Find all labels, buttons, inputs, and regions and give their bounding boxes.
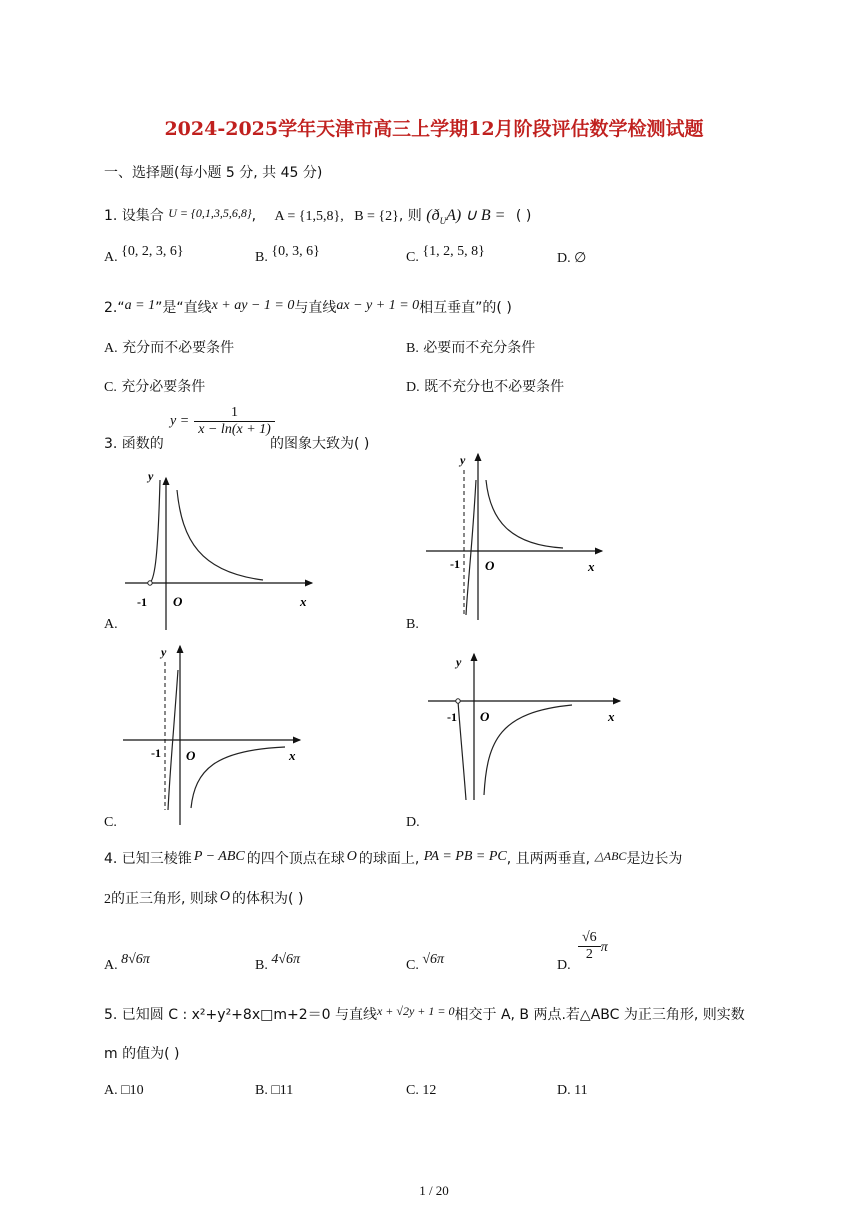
curve-right — [486, 480, 563, 548]
q4-option-d-label: D. — [557, 958, 571, 973]
option-value: 既不充分也不必要条件 — [424, 379, 565, 395]
q1-expr-sub: U — [439, 216, 447, 227]
option-value: 充分必要条件 — [121, 379, 206, 395]
section-heading: 一、选择题(每小题 5 分, 共 45 分) — [104, 165, 323, 181]
q1-stem — [104, 205, 531, 226]
q4-text: , 且两两垂直, — [506, 851, 591, 867]
option-value: {0, 3, 6} — [271, 244, 320, 259]
q1-set-a: A = {1,5,8}, — [274, 209, 344, 224]
graph-c — [115, 640, 315, 830]
option-value: ∅ — [574, 251, 587, 266]
q2-option-c — [104, 376, 205, 396]
q4-sphere-o: O — [346, 849, 357, 864]
q4-stem-line2 — [104, 888, 303, 908]
minus-one-label: -1 — [447, 710, 457, 724]
q4-text: 的球面上, — [358, 851, 420, 867]
q4-option-b — [255, 952, 301, 974]
q3-denominator: x − ln(x + 1) — [198, 422, 271, 437]
option-value: 11 — [574, 1083, 588, 1098]
q3-function — [170, 405, 275, 438]
option-label: D. — [557, 251, 571, 266]
option-value: {0, 2, 3, 6} — [121, 244, 184, 259]
option-value: 必要而不充分条件 — [423, 340, 536, 356]
q4-text: 的四个顶点在球 — [246, 851, 345, 867]
q1-then: , 则 — [398, 208, 422, 224]
q5-text: 5. 已知圆 C : x²+y²+8x□m+2＝0 与直线 — [104, 1007, 377, 1023]
q1-set-u: U = {0,1,3,5,6,8} — [168, 206, 252, 220]
q3-y-eq: y = — [170, 413, 190, 429]
option-value: □11 — [271, 1083, 294, 1098]
q3-stem-suffix: 的图象大致为( ) — [270, 436, 370, 452]
option-value: {1, 2, 5, 8} — [422, 244, 485, 259]
curve-left — [458, 701, 466, 800]
curve-left — [466, 480, 476, 615]
q1-blank: ( ) — [515, 208, 532, 224]
option-label: B. — [406, 341, 419, 356]
q4-option-d-value — [578, 930, 608, 963]
graph-b — [420, 450, 610, 630]
option-value: 4√6π — [271, 952, 301, 967]
q4-option-c — [406, 952, 445, 974]
q4-d-fraction — [578, 930, 601, 963]
q1-sep: , — [251, 208, 257, 224]
q2-stem — [104, 297, 512, 317]
q2-text-2: ”是“直线 — [155, 300, 212, 316]
q3-numerator: 1 — [194, 405, 275, 422]
option-label: A. — [104, 250, 118, 265]
option-label: D. — [557, 1083, 571, 1098]
option-label: B. — [255, 1083, 268, 1098]
curve-right — [484, 705, 572, 795]
q2-option-b — [406, 337, 535, 357]
option-label: B. — [255, 958, 268, 973]
q1-set-b: B = {2} — [354, 209, 399, 224]
option-value: □10 — [121, 1083, 144, 1098]
q2-text-1: 2.“ — [104, 300, 125, 316]
graph-a-label: A. — [104, 617, 118, 632]
minus-one-label: -1 — [450, 557, 460, 571]
q4-side-length: 2 — [104, 892, 111, 907]
x-label: x — [300, 594, 307, 609]
page-number: 1 / 20 — [419, 1183, 449, 1198]
y-label: y — [456, 655, 462, 669]
option-value: √6π — [422, 952, 445, 967]
q2-text-3: 与直线 — [294, 300, 337, 316]
q5-option-d — [557, 1083, 588, 1099]
option-label: C. — [406, 1083, 419, 1098]
origin-label: O — [186, 748, 196, 763]
q4-equation: PA = PB = PC — [423, 849, 507, 864]
q4-triangle: △ABC — [594, 849, 627, 863]
option-label: B. — [255, 250, 268, 265]
q1-expr-a: (ð — [426, 207, 440, 224]
q4-option-a — [104, 952, 150, 974]
q5-stem-line2: m 的值为( ) — [104, 1046, 180, 1062]
option-value: 12 — [422, 1083, 437, 1098]
y-label: y — [148, 469, 154, 483]
open-point — [148, 581, 152, 585]
q3-stem-prefix: 3. 函数的 — [104, 436, 164, 452]
q4-d-numerator: √6 — [578, 930, 601, 947]
q4-d-denominator: 2 — [585, 947, 593, 962]
y-label: y — [460, 453, 466, 467]
q5-option-b — [255, 1083, 293, 1099]
q1-option-b — [255, 244, 320, 266]
graph-c-label: C. — [104, 815, 117, 830]
option-value: 充分而不必要条件 — [122, 340, 235, 356]
q1-expression — [426, 207, 506, 227]
option-label: C. — [406, 958, 419, 973]
minus-one-label: -1 — [151, 746, 161, 760]
page-title: 2024-2025学年天津市高三上学期12月阶段评估数学检测试题 — [164, 118, 704, 140]
y-label: y — [161, 645, 167, 659]
q4-text: 的体积为( ) — [232, 891, 304, 907]
q5-stem-line1 — [104, 1004, 745, 1024]
q4-text: 的正三角形, 则球 — [111, 891, 218, 907]
graph-a — [100, 460, 320, 640]
origin-label: O — [480, 709, 490, 724]
x-label: x — [588, 559, 595, 574]
q1-expr-b: A) ∪ B = — [446, 207, 506, 224]
q4-stem-line1 — [104, 848, 682, 868]
graph-b-label: B. — [406, 617, 419, 632]
x-label: x — [289, 748, 296, 763]
graph-d-label: D. — [406, 815, 420, 830]
q2-option-a — [104, 337, 234, 357]
option-label: A. — [104, 341, 118, 356]
option-label: A. — [104, 1083, 118, 1098]
q5-line: x + √2y + 1 = 0 — [376, 1004, 455, 1018]
q4-text: 4. 已知三棱锥 — [104, 851, 192, 867]
origin-label: O — [173, 594, 183, 609]
minus-one-label: -1 — [137, 595, 147, 609]
q3-fraction — [194, 405, 275, 438]
q4-text: 是边长为 — [626, 851, 683, 867]
q1-option-a — [104, 244, 184, 266]
q5-option-c — [406, 1083, 436, 1099]
option-label: C. — [104, 380, 117, 395]
open-point — [456, 699, 460, 703]
q2-option-d — [406, 376, 564, 396]
curve-right — [191, 747, 285, 808]
curve-left — [150, 480, 160, 583]
option-label: D. — [406, 380, 420, 395]
q1-prefix: 1. 设集合 — [104, 208, 164, 224]
option-label: A. — [104, 958, 118, 973]
q2-line-2: ax − y + 1 = 0 — [336, 298, 420, 313]
option-value: 8√6π — [121, 952, 150, 967]
x-label: x — [608, 709, 615, 724]
q1-option-d — [557, 250, 586, 267]
q4-pyramid: P − ABC — [193, 849, 245, 864]
q2-line-1: x + ay − 1 = 0 — [211, 298, 295, 313]
origin-label: O — [485, 558, 495, 573]
q1-option-c — [406, 244, 485, 266]
option-label: C. — [406, 250, 419, 265]
graph-d — [420, 650, 630, 810]
q4-sphere-o: O — [219, 889, 231, 904]
q2-condition: a = 1 — [124, 298, 156, 313]
curve-right — [177, 490, 263, 580]
q4-d-pi: π — [600, 940, 608, 955]
q5-option-a — [104, 1083, 144, 1099]
q5-text: 相交于 A, B 两点.若△ABC 为正三角形, 则实数 — [454, 1007, 745, 1023]
q2-text-4: 相互垂直”的( ) — [419, 300, 512, 316]
